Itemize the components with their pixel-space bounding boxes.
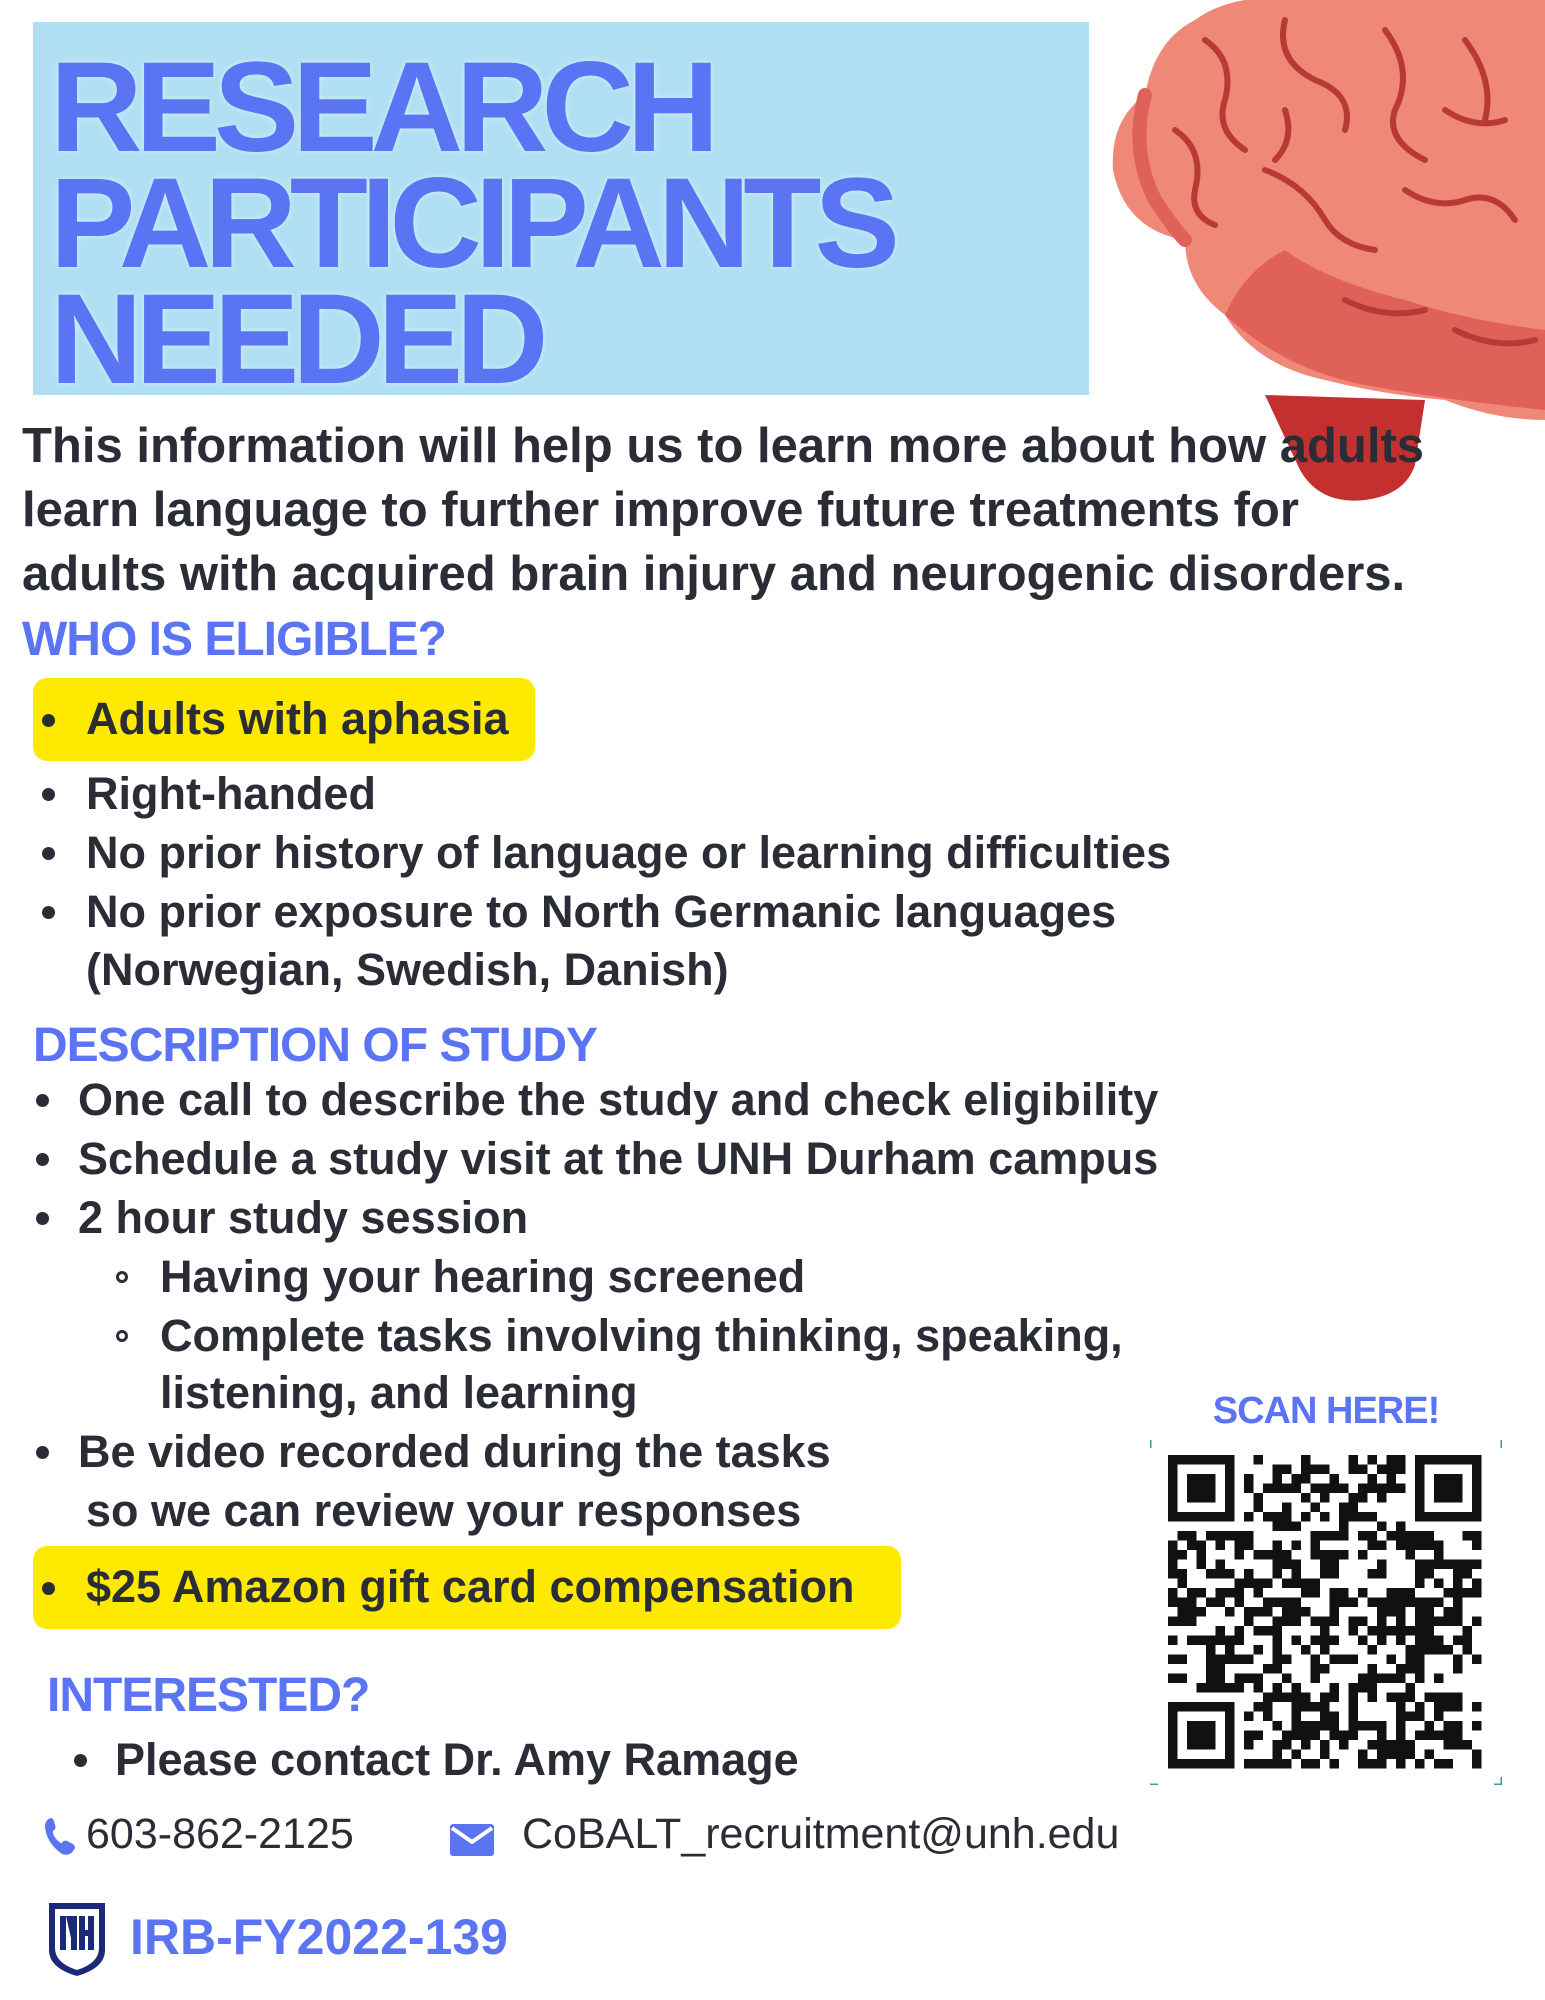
title-line-1: RESEARCH [50,36,713,179]
bullet [42,714,55,727]
contact-person: Please contact Dr. Amy Ramage [115,1734,799,1785]
study-sub-item: Having your hearing screened [160,1251,806,1302]
study-heading: DESCRIPTION OF STUDY [33,1019,598,1072]
study-item-video-continued: so we can review your responses [86,1485,802,1536]
bullet [74,1754,87,1767]
eligibility-item-continued: (Norwegian, Swedish, Danish) [86,944,729,995]
bullet [36,1212,49,1225]
study-sub-item: Complete tasks involving thinking, speaking, [160,1310,1123,1361]
study-item: Schedule a study visit at the UNH Durham campus [78,1133,1159,1184]
bullet [42,847,55,860]
irb-number: IRB-FY2022-139 [130,1909,508,1965]
eligibility-heading: WHO IS ELIGIBLE? [22,613,446,666]
title-line-3: NEEDED [50,268,542,411]
eligibility-item: No prior exposure to North Germanic languages [86,886,1117,937]
study-item: One call to describe the study and check eligibility [78,1074,1159,1125]
study-item-video: Be video recorded during the tasks [78,1426,831,1477]
phone-icon [42,1815,78,1857]
envelope-icon [448,1822,496,1858]
eligibility-item: Right-handed [86,768,376,819]
qr-code[interactable] [1150,1440,1502,1785]
eligibility-item-aphasia: Adults with aphasia [86,693,509,744]
bullet [36,1094,49,1107]
phone-number[interactable]: 603-862-2125 [86,1810,354,1858]
bullet [42,906,55,919]
email-address[interactable]: CoBALT_recruitment@unh.edu [522,1810,1120,1858]
study-item: 2 hour study session [78,1192,529,1243]
intro-line: This information will help us to learn more about how adults [22,419,1425,473]
sub-bullet [116,1271,128,1283]
bullet [36,1446,49,1459]
bullet [42,1582,55,1595]
study-sub-item-continued: listening, and learning [160,1367,638,1418]
sub-bullet [116,1330,128,1342]
bullet [36,1153,49,1166]
unh-shield-logo [46,1900,108,1978]
eligibility-item: No prior history of language or learning difficulties [86,827,1172,878]
title-line-2: PARTICIPANTS [50,152,893,295]
intro-line: adults with acquired brain injury and neurogenic disorders. [22,547,1406,601]
intro-line: learn language to further improve future treatments for [22,483,1299,537]
bullet [42,788,55,801]
qr-label: SCAN HERE! [1212,1390,1440,1432]
interested-heading: INTERESTED? [47,1669,370,1722]
intro-paragraph [22,414,1502,606]
compensation-item: $25 Amazon gift card compensation [86,1561,855,1612]
